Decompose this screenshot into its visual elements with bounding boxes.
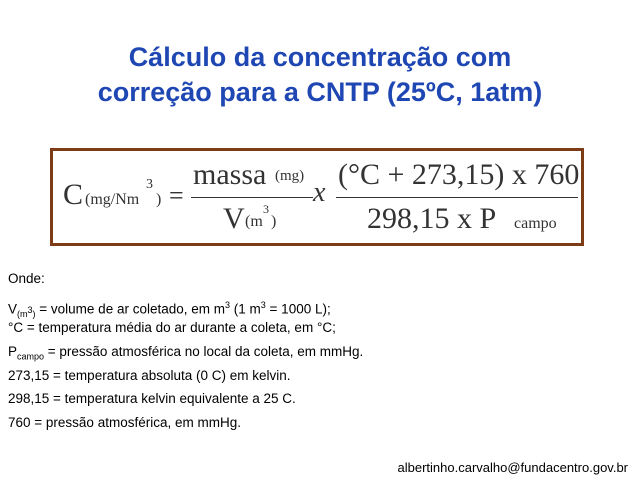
definition-298: 298,15 = temperatura kelvin equivalente a 25 C. bbox=[8, 391, 296, 406]
formula-box bbox=[50, 148, 584, 246]
title-line-2: correção para a CNTP (25ºC, 1atm) bbox=[97, 77, 543, 107]
volume-sup-3: 3 bbox=[260, 300, 266, 310]
formula-lhs-c: C bbox=[63, 178, 84, 211]
var-p: P bbox=[8, 344, 18, 359]
volume-text: = volume de ar coletado, em m bbox=[35, 301, 225, 317]
formula-lhs-sub: (mg/Nm bbox=[85, 191, 140, 208]
var-p-sub: campo bbox=[17, 351, 45, 362]
formula-num2: (°C + 273,15) x 760 bbox=[338, 158, 580, 191]
formula-lhs-sup: 3 bbox=[146, 177, 153, 192]
definition-760: 760 = pressão atmosférica, em mmHg. bbox=[8, 415, 241, 430]
volume-sup-2: 3 bbox=[225, 300, 231, 310]
var-v-close: ) bbox=[32, 309, 36, 320]
definition-temperature: °C = temperatura média do ar durante a coleta, em °C; bbox=[8, 320, 336, 335]
formula-lhs-close: ) bbox=[156, 191, 162, 208]
definition-pressure bbox=[8, 344, 363, 365]
volume-text-3: = 1000 L); bbox=[265, 301, 331, 317]
formula-den2: 298,15 x P bbox=[367, 202, 497, 235]
formula-times: x bbox=[313, 177, 326, 208]
onde-label: Onde: bbox=[8, 271, 45, 286]
formula-num1: massa bbox=[193, 158, 267, 191]
definition-273: 273,15 = temperatura absoluta (0 C) em kelvin. bbox=[8, 368, 291, 383]
formula-den1-sup: 3 bbox=[263, 202, 269, 216]
formula-den1-sub: (m bbox=[245, 213, 263, 230]
formula-den1-v: V bbox=[223, 202, 245, 235]
fraction-line-1 bbox=[191, 197, 313, 198]
formula-num1-unit: (mg) bbox=[275, 168, 305, 184]
author-email[interactable]: albertinho.carvalho@fundacentro.gov.br bbox=[397, 460, 628, 475]
var-v: V bbox=[8, 301, 18, 317]
title-line-1: Cálculo da concentração com bbox=[128, 42, 512, 72]
var-v-sup: 3 bbox=[27, 305, 33, 316]
pressure-text: = pressão atmosférica no local da coleta, em mmHg. bbox=[44, 344, 364, 359]
fraction-line-2 bbox=[336, 197, 578, 198]
formula-den1-close: ) bbox=[271, 213, 277, 230]
var-v-sub: (m bbox=[17, 309, 28, 320]
volume-text-2: (1 m bbox=[230, 301, 261, 317]
slide-title bbox=[40, 40, 600, 110]
formula-den2-sub: campo bbox=[514, 215, 557, 232]
formula-equals: = bbox=[169, 181, 184, 210]
definition-volume bbox=[8, 297, 331, 322]
